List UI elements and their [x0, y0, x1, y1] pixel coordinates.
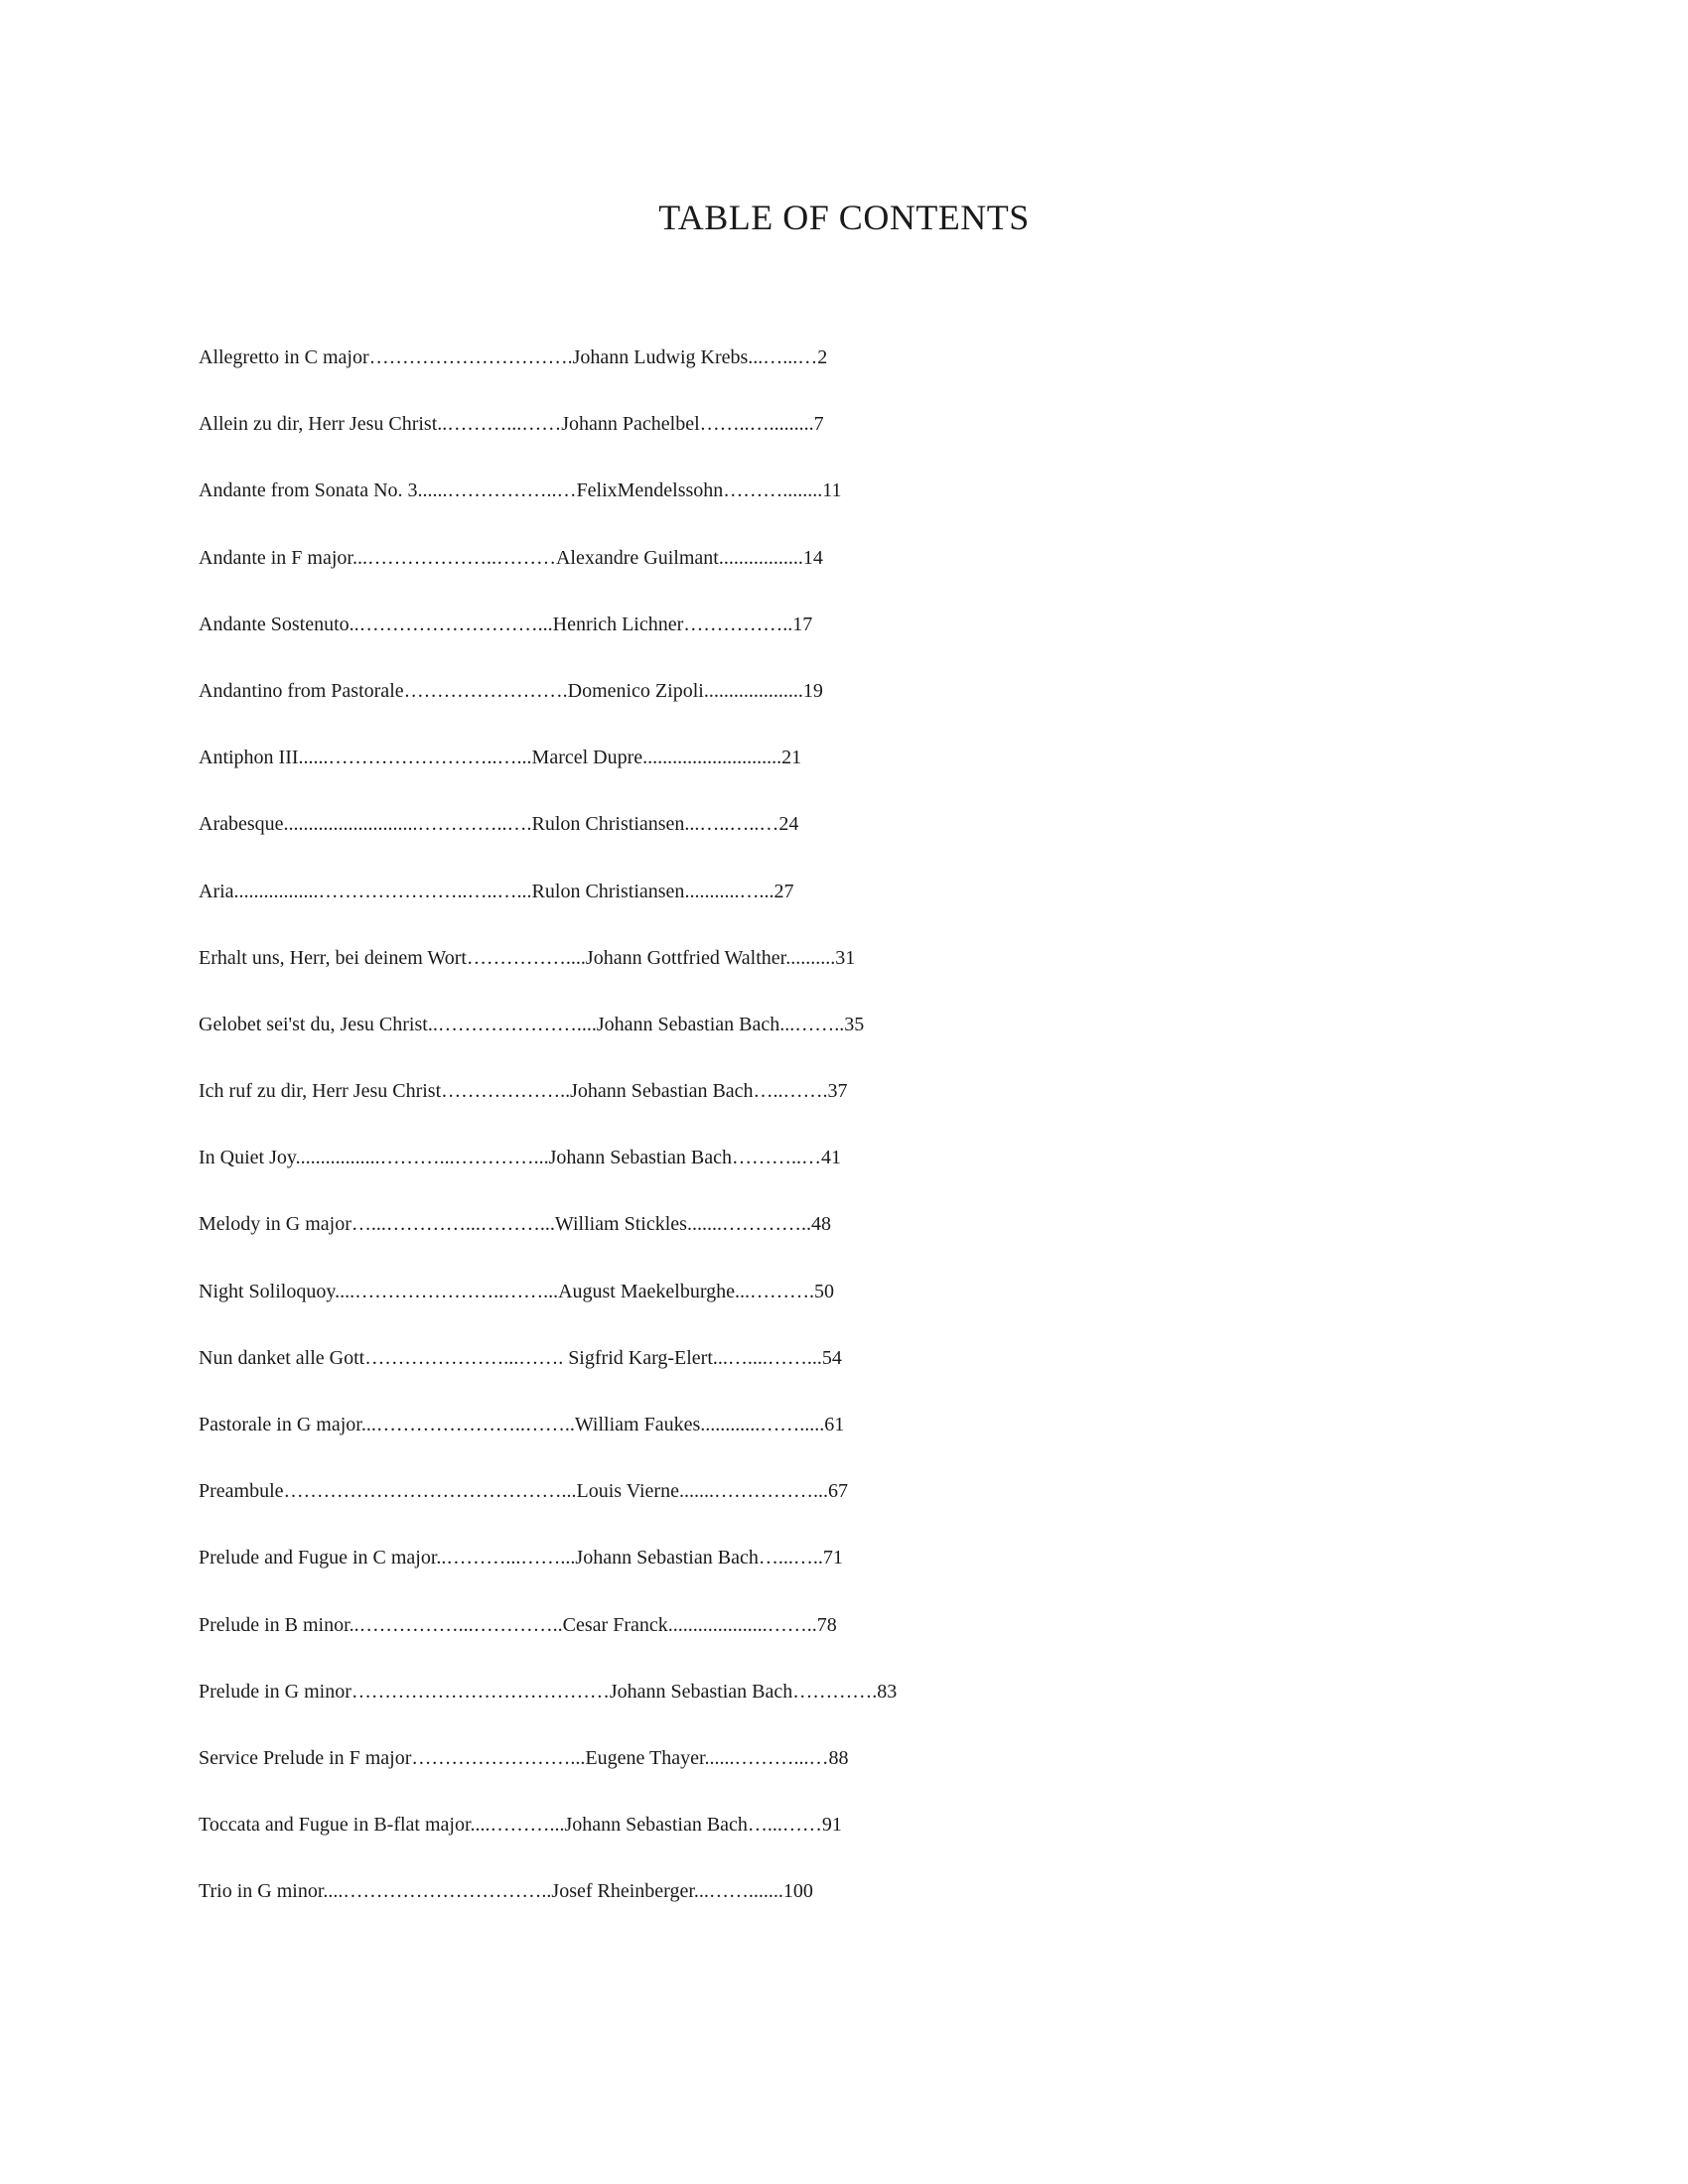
entry-title: Allegretto in C major [199, 346, 369, 368]
entry-title: Prelude in B minor [199, 1613, 350, 1636]
toc-entry [199, 1469, 1489, 1536]
entry-composer: Henrich Lichner [552, 613, 684, 635]
entry-composer: William Faukes [574, 1414, 701, 1435]
dot-leader: ...………………..……… [352, 546, 556, 569]
toc-entry [199, 1069, 1489, 1136]
dot-leader: …………. [792, 1680, 878, 1703]
dot-leader: ............……..... [700, 1414, 825, 1435]
entry-page-number: 78 [816, 1613, 837, 1636]
entry-composer: FelixMendelssohn [576, 479, 724, 502]
entry-composer: Rulon Christiansen [531, 880, 685, 902]
dot-leader: ...........................…………..…. [283, 813, 532, 836]
toc-entry [199, 1136, 1489, 1202]
entry-composer: Josef Rheinberger [551, 1880, 694, 1903]
entry-page-number: 31 [835, 946, 856, 969]
dot-leader: ...………. [735, 1280, 814, 1302]
entry-page-number: 100 [782, 1880, 813, 1903]
dot-leader: ............................ [642, 747, 782, 769]
dot-leader: ....………... [470, 1814, 565, 1837]
entry-composer: Domenico Zipoli [567, 679, 704, 702]
toc-entry [199, 603, 1489, 669]
dot-leader: .................…………………..…..…... [233, 880, 532, 902]
entry-page-number: 24 [778, 813, 799, 836]
entry-page-number: 2 [817, 346, 828, 368]
dot-leader: …..……. [753, 1080, 828, 1103]
dot-leader: ………………………………… [351, 1680, 610, 1703]
entry-composer: Johann Gottfried Walther [585, 946, 786, 969]
dot-leader: …………………...……. [364, 1346, 569, 1369]
dot-leader: ……………………. [403, 679, 568, 702]
dot-leader: ...……....... [693, 1880, 783, 1903]
entry-page-number: 37 [827, 1080, 848, 1103]
entry-composer: Marcel Dupre [531, 747, 643, 769]
entry-page-number: 54 [821, 1346, 842, 1369]
entry-title: Toccata and Fugue in B-flat major [199, 1814, 471, 1837]
entry-title: Service Prelude in F major [199, 1746, 412, 1769]
dot-leader: ……..…......... [699, 413, 814, 436]
entry-title: Melody in G major [199, 1213, 352, 1236]
dot-leader: …………………………. [368, 346, 573, 368]
dot-leader: ....………………………….. [323, 1880, 552, 1903]
entry-composer: Eugene Thayer [585, 1746, 705, 1769]
entry-page-number: 27 [774, 880, 794, 902]
dot-leader: ………..… [731, 1147, 821, 1169]
entry-title: Allein zu dir, Herr Jesu Christ [199, 413, 438, 436]
entry-title: Nun danket alle Gott [199, 1346, 365, 1369]
entry-page-number: 17 [792, 613, 813, 635]
entry-title: Antiphon III [199, 747, 299, 769]
entry-page-number: 83 [877, 1680, 898, 1703]
entry-page-number: 35 [844, 1013, 865, 1035]
toc-entry [199, 1270, 1489, 1336]
dot-leader: ...........…... [684, 880, 774, 902]
entry-page-number: 14 [802, 546, 823, 569]
dot-leader: .................………...…………... [295, 1147, 549, 1169]
entry-page-number: 50 [814, 1280, 834, 1302]
toc-entry [199, 1403, 1489, 1469]
entry-title: Andante from Sonata No. 3 [199, 479, 418, 502]
entry-composer: William Stickles [554, 1213, 687, 1236]
toc-entry [199, 1736, 1489, 1803]
entry-composer: Alexandre Guilmant [555, 546, 719, 569]
entry-title: In Quiet Joy [199, 1147, 296, 1169]
entry-title: Ich ruf zu dir, Herr Jesu Christ [199, 1080, 442, 1103]
entry-composer: Johann Sebastian Bach [596, 1013, 780, 1035]
entry-page-number: 71 [822, 1547, 843, 1570]
toc-entry [199, 1536, 1489, 1602]
dot-leader: ....…………………..……... [335, 1280, 559, 1302]
table-of-contents [199, 336, 1489, 1937]
toc-entry [199, 802, 1489, 869]
dot-leader: ..……………...………….. [349, 1613, 563, 1636]
dot-leader: .......... [785, 946, 836, 969]
toc-entry [199, 1202, 1489, 1269]
dot-leader: ....................…….. [667, 1613, 817, 1636]
entry-page-number: 67 [827, 1480, 848, 1503]
entry-page-number: 41 [820, 1147, 841, 1169]
dot-leader: ………........ [723, 479, 823, 502]
toc-entry [199, 536, 1489, 603]
entry-title: Gelobet sei'st du, Jesu Christ [199, 1013, 428, 1035]
dot-leader: ...…....……... [712, 1346, 822, 1369]
toc-entry [199, 736, 1489, 802]
entry-title: Pastorale in G major [199, 1414, 361, 1435]
toc-entry [199, 870, 1489, 936]
entry-title: Andante Sostenuto [199, 613, 350, 635]
dot-leader: ……………………... [411, 1746, 586, 1769]
toc-entry [199, 402, 1489, 469]
toc-entry [199, 1803, 1489, 1869]
dot-leader: ..………………………... [349, 613, 553, 635]
toc-entry [199, 336, 1489, 402]
dot-leader: ……………….. [441, 1080, 571, 1103]
entry-title: Andantino from Pastorale [199, 679, 404, 702]
dot-leader: ……………………………………... [283, 1480, 577, 1503]
dot-leader: ...…………………..…….. [360, 1414, 575, 1435]
entry-composer: Johann Sebastian Bach [570, 1080, 754, 1103]
entry-page-number: 7 [813, 413, 824, 436]
dot-leader: …………….. [683, 613, 793, 635]
toc-entry [199, 669, 1489, 736]
dot-leader: …...…… [747, 1814, 822, 1837]
dot-leader: …………….... [466, 946, 586, 969]
entry-page-number: 21 [781, 747, 802, 769]
dot-leader: ..………………….... [427, 1013, 597, 1035]
entry-composer: Johann Sebastian Bach [609, 1680, 793, 1703]
entry-composer: Louis Vierne [576, 1480, 679, 1503]
entry-composer: Johann Sebastian Bach [548, 1147, 732, 1169]
entry-page-number: 61 [824, 1414, 845, 1435]
entry-page-number: 88 [828, 1746, 849, 1769]
dot-leader: …...….. [758, 1547, 823, 1570]
entry-title: Trio in G minor [199, 1880, 324, 1903]
entry-composer: Johann Pachelbel [561, 413, 700, 436]
entry-composer: Johann Sebastian Bach [564, 1814, 748, 1837]
entry-page-number: 48 [810, 1213, 831, 1236]
entry-title: Aria [199, 880, 234, 902]
entry-title: Prelude in G minor [199, 1680, 352, 1703]
entry-page-number: 11 [822, 479, 842, 502]
entry-title: Preambule [199, 1480, 284, 1503]
entry-title: Prelude and Fugue in C major [199, 1547, 437, 1570]
dot-leader: ...…..…..… [684, 813, 779, 836]
dot-leader: ................. [718, 546, 803, 569]
toc-entry [199, 1336, 1489, 1403]
dot-leader: ..………...…… [437, 413, 562, 436]
entry-title: Andante in F major [199, 546, 352, 569]
entry-composer: Johann Ludwig Krebs [572, 346, 749, 368]
dot-leader: ......……………………..…... [298, 747, 532, 769]
dot-leader: .................... [703, 679, 803, 702]
toc-entry [199, 469, 1489, 535]
entry-composer: Sigfrid Karg-Elert [568, 1346, 713, 1369]
page-title: TABLE OF CONTENTS [658, 198, 1030, 237]
dot-leader: ......……………..… [417, 479, 577, 502]
entry-page-number: 91 [821, 1814, 842, 1837]
entry-page-number: 19 [802, 679, 823, 702]
toc-entry [199, 1603, 1489, 1670]
entry-composer: Johann Sebastian Bach [575, 1547, 759, 1570]
dot-leader: .......……………... [678, 1480, 828, 1503]
toc-entry [199, 1670, 1489, 1736]
dot-leader: ...…...… [748, 346, 818, 368]
toc-entry [199, 1869, 1489, 1936]
dot-leader: ...…….. [779, 1013, 845, 1035]
toc-entry [199, 1003, 1489, 1069]
dot-leader: ..………...……... [436, 1547, 576, 1570]
dot-leader: …...…………...………... [351, 1213, 555, 1236]
entry-composer: Cesar Franck [562, 1613, 668, 1636]
entry-composer: August Maekelburghe [558, 1280, 735, 1302]
entry-title: Arabesque [199, 813, 284, 836]
entry-title: Erhalt uns, Herr, bei deinem Wort [199, 946, 467, 969]
dot-leader: .......………….. [686, 1213, 811, 1236]
entry-composer: Rulon Christiansen [531, 813, 685, 836]
toc-entry [199, 936, 1489, 1003]
dot-leader: ......………...… [704, 1746, 829, 1769]
entry-title: Night Soliloquoy [199, 1280, 336, 1302]
